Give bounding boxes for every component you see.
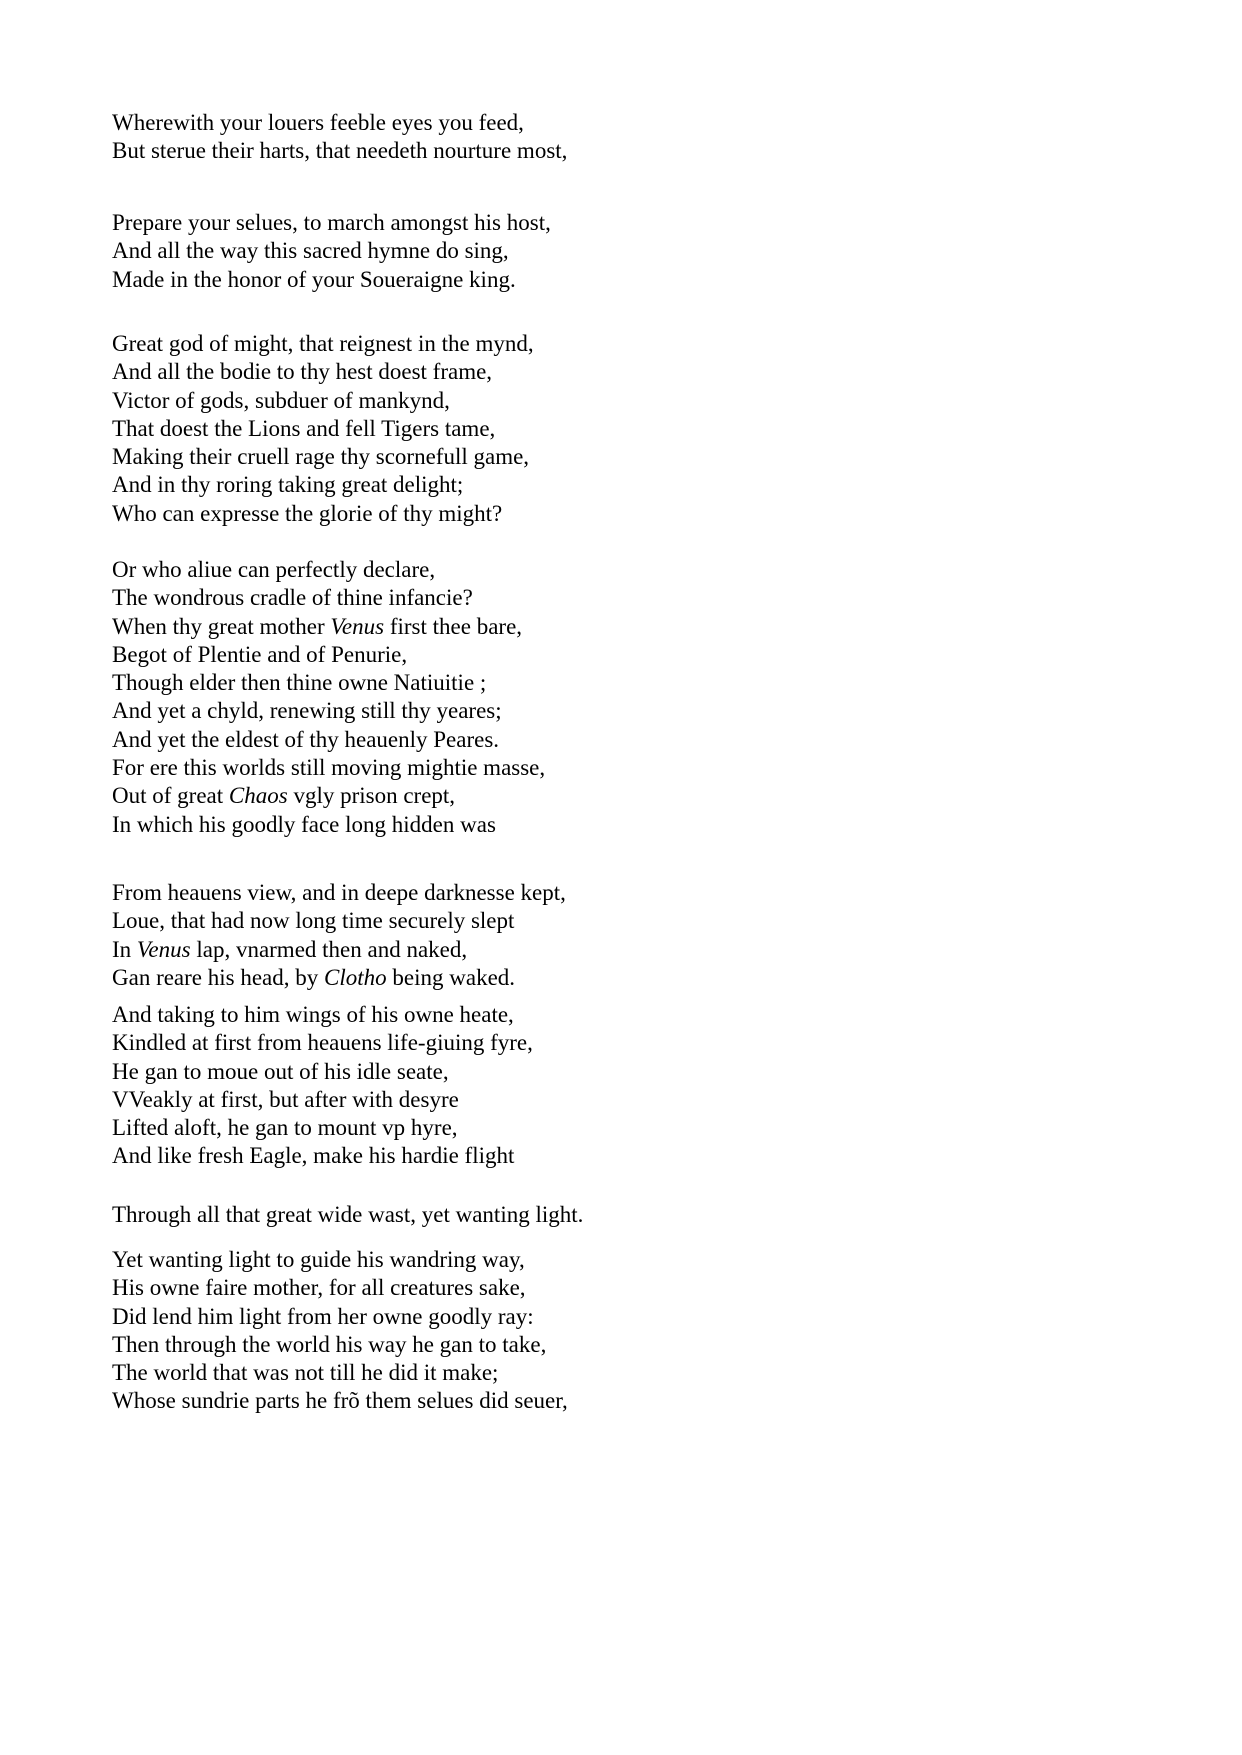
poem-line <box>112 936 566 964</box>
poem-line <box>112 1246 568 1274</box>
line-text: When thy great mother <box>112 613 331 639</box>
line-text: first thee bare, <box>384 613 523 639</box>
poem-line <box>112 330 534 358</box>
line-text: From heauens view, and in deepe darknesse kept, <box>112 880 566 905</box>
stanza <box>112 109 567 166</box>
stanza <box>112 879 566 992</box>
line-text: And yet the eldest of thy heauenly Peares. <box>112 726 500 752</box>
line-text: And like fresh Eagle, make his hardie flight <box>112 1143 515 1169</box>
poem-line <box>112 443 534 471</box>
poem-line <box>112 1058 533 1086</box>
poem-line <box>112 471 534 499</box>
poem-line <box>112 1331 568 1359</box>
poem-line <box>112 1303 568 1331</box>
line-text: And yet a chyld, renewing still thy yeares; <box>112 698 502 724</box>
poem-line <box>112 1359 568 1387</box>
line-text: The wondrous cradle of thine infancie? <box>112 585 473 611</box>
line-text: Great god of might, that reignest in the mynd, <box>112 331 534 356</box>
line-text: Yet wanting light to guide his wandring way, <box>112 1247 525 1272</box>
italic-name: Venus <box>330 613 385 639</box>
poem-line <box>112 556 522 584</box>
line-text: Did lend him light from her owne goodly ray: <box>112 1303 534 1329</box>
poem-line <box>112 697 522 725</box>
poem-line <box>112 811 545 839</box>
poem-line <box>112 669 522 697</box>
poem-line <box>112 964 566 992</box>
line-text: Though elder then thine owne Natiuitie ; <box>112 670 487 696</box>
line-text: Whose sundrie parts he frõ them selues did seuer, <box>112 1388 568 1414</box>
line-text: And all the bodie to thy hest doest frame, <box>112 359 493 385</box>
poem-line <box>112 237 551 265</box>
poem-line <box>112 266 551 294</box>
poem-line <box>112 1001 533 1029</box>
line-text: Prepare your selues, to march amongst his host, <box>112 210 551 235</box>
line-text: Out of great <box>112 783 229 809</box>
line-text: being waked. <box>386 964 516 990</box>
line-text: Then through the world his way he gan to take, <box>112 1331 547 1357</box>
poem-line <box>112 1274 568 1302</box>
line-text: The world that was not till he did it make; <box>112 1360 499 1386</box>
line-text: And all the way this sacred hymne do sing, <box>112 238 509 264</box>
italic-name: Clotho <box>324 964 387 990</box>
poem-line <box>112 613 522 641</box>
line-text: Lifted aloft, he gan to mount vp hyre, <box>112 1115 458 1141</box>
poem-line <box>112 782 545 810</box>
line-text: He gan to moue out of his idle seate, <box>112 1058 449 1084</box>
line-text: vgly prison crept, <box>287 783 456 809</box>
line-text: VVeakly at first, but after with desyre <box>112 1086 459 1112</box>
poem-line <box>112 1086 533 1114</box>
poem-line <box>112 641 522 669</box>
line-text: And in thy roring taking great delight; <box>112 472 464 498</box>
line-text: In <box>112 936 137 962</box>
line-text: But sterue their harts, that needeth nourture most, <box>112 138 568 164</box>
poem-line <box>112 1114 533 1142</box>
poem-line <box>112 500 534 528</box>
line-text: His owne faire mother, for all creatures sake, <box>112 1275 526 1301</box>
poem-line <box>112 1201 583 1229</box>
poem-line <box>112 907 566 935</box>
line-text: Through all that great wide wast, yet wanting light. <box>112 1202 584 1227</box>
line-text: And taking to him wings of his owne heate, <box>112 1002 514 1027</box>
line-text: In which his goodly face long hidden was <box>112 811 496 837</box>
poem-line <box>112 879 566 907</box>
stanza <box>112 330 534 528</box>
stanza <box>112 209 551 294</box>
poem-line <box>112 726 522 754</box>
italic-name: Chaos <box>228 783 288 809</box>
line-text: That doest the Lions and fell Tigers tame, <box>112 415 496 441</box>
stanza <box>112 1246 568 1416</box>
line-text: Gan reare his head, by <box>112 964 325 990</box>
poem-line <box>112 1387 568 1415</box>
line-text: Who can expresse the glorie of thy might? <box>112 500 503 526</box>
line-text: Loue, that had now long time securely slept <box>112 908 515 934</box>
stanza <box>112 1201 583 1229</box>
poem-line <box>112 137 567 165</box>
line-text: Begot of Plentie and of Penurie, <box>112 641 408 667</box>
poem-line <box>112 415 534 443</box>
line-text: Wherewith your louers feeble eyes you feed, <box>112 110 524 135</box>
poem-line <box>112 754 545 782</box>
stanza <box>112 1001 533 1171</box>
poem-line <box>112 584 522 612</box>
poem-line <box>112 358 534 386</box>
line-text: Making their cruell rage thy scornefull game, <box>112 444 530 470</box>
line-text: For ere this worlds still moving mightie masse, <box>112 755 546 780</box>
poem-line <box>112 209 551 237</box>
line-text: Made in the honor of your Soueraigne king. <box>112 266 516 292</box>
italic-name: Venus <box>136 936 191 962</box>
line-text: Or who aliue can perfectly declare, <box>112 557 436 582</box>
line-text: Victor of gods, subduer of mankynd, <box>112 387 450 413</box>
line-text: lap, vnarmed then and naked, <box>190 936 468 962</box>
stanza <box>112 754 545 839</box>
stanza <box>112 556 522 754</box>
line-text: Kindled at first from heauens life-giuing fyre, <box>112 1030 533 1056</box>
poem-line <box>112 387 534 415</box>
poem-line <box>112 1029 533 1057</box>
poem-line <box>112 1142 533 1170</box>
poem-line <box>112 109 567 137</box>
